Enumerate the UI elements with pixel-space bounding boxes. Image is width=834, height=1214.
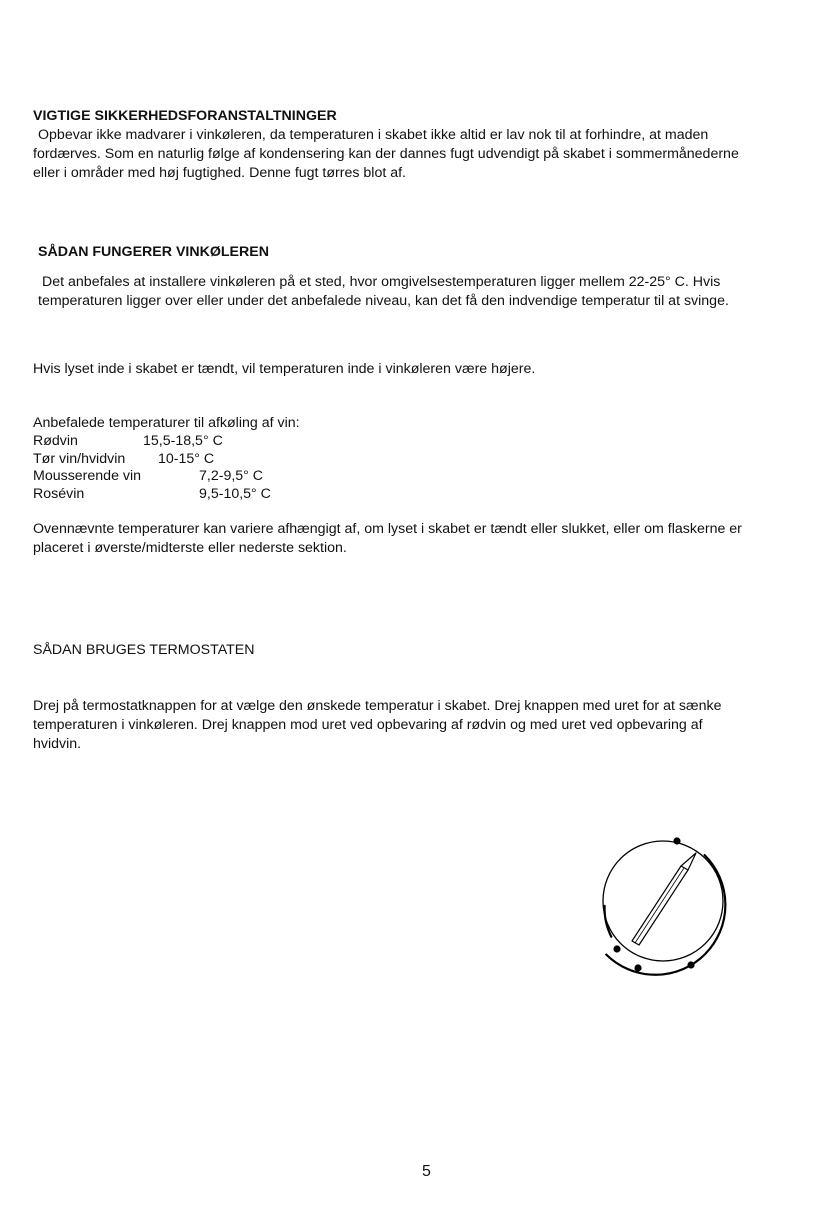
thermostat-line: hvidvin. — [33, 736, 82, 752]
dial-arc-right — [606, 855, 725, 975]
temperature-note — [33, 520, 742, 558]
dial-arc-left — [605, 906, 612, 937]
dial-dot-top — [673, 837, 680, 844]
safety-paragraph — [38, 126, 708, 145]
dial-pointer-icon — [632, 853, 696, 945]
thermostat-line: temperaturen i vinkøleren. Drej knappen mod uret ved opbevaring af rødvin og med uret ved opbevaring af — [33, 717, 703, 733]
temperature-value: 15,5-18,5° C — [143, 433, 223, 449]
safety-line: eller i områder med høj fugtighed. Denne fugt tørres blot af. — [33, 165, 406, 181]
temperature-note-line: placeret i øverste/midterste eller nederste sektion. — [33, 540, 347, 556]
temperature-label: Tør vin/hvidvin — [33, 451, 126, 467]
temperature-label: Rosévin — [33, 486, 85, 502]
temperature-value: 9,5-10,5° C — [199, 486, 271, 502]
thermostat-dial-illustration — [586, 832, 742, 980]
safety-paragraph-cont — [33, 145, 739, 183]
temperature-label: Mousserende vin — [33, 468, 142, 484]
thermostat-heading: SÅDAN BRUGES TERMOSTATEN — [33, 642, 255, 658]
dial-dot-left — [613, 945, 620, 952]
dial-dot-right — [687, 961, 694, 968]
temperature-title: Anbefalede temperaturer til afkøling af vin: — [33, 415, 300, 431]
temperature-value: 7,2-9,5° C — [199, 468, 264, 484]
safety-line: fordærves. Som en naturlig følge af kondensering kan der dannes fugt udvendigt på skabet i sommermånederne — [33, 146, 739, 162]
temperature-note-line: Ovennævnte temperaturer kan variere afhængigt af, om lyset i skabet er tændt eller slukket, eller om flaskerne er — [33, 521, 742, 537]
page-number: 5 — [422, 1163, 431, 1180]
safety-heading: VIGTIGE SIKKERHEDSFORANSTALTNINGER — [33, 108, 337, 124]
temperature-value: 10-15° C — [158, 451, 215, 467]
safety-line: Opbevar ikke madvarer i vinkøleren, da temperaturen i skabet ikke altid er lav nok til at forhindre, at maden — [38, 127, 709, 143]
thermostat-paragraph — [33, 697, 721, 754]
function-line-1: Det anbefales at installere vinkøleren på et sted, hvor omgivelsestemperaturen ligger mellem 22-25° C. Hvis — [42, 274, 721, 290]
dial-dot-bottom — [634, 964, 641, 971]
thermostat-line: Drej på termostatknappen for at vælge den ønskede temperatur i skabet. Drej knappen med uret for at sænke — [33, 698, 722, 714]
light-note: Hvis lyset inde i skabet er tændt, vil temperaturen inde i vinkøleren være højere. — [33, 361, 536, 377]
function-line-2: temperaturen ligger over eller under det anbefalede niveau, kan det få den indvendige temperatur til at svinge. — [38, 293, 729, 309]
temperature-label: Rødvin — [33, 433, 78, 449]
function-heading: SÅDAN FUNGERER VINKØLEREN — [38, 244, 269, 260]
